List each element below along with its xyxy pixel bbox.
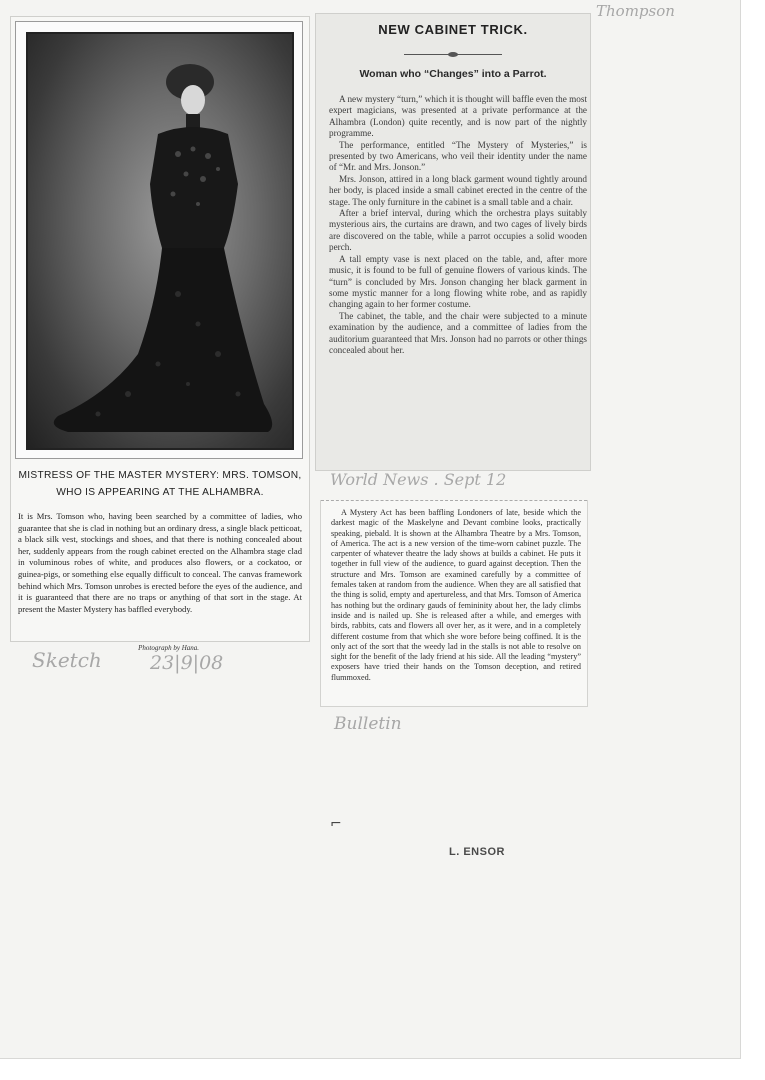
photo-frame (15, 21, 303, 459)
handwritten-source-bulletin: Bulletin (334, 714, 402, 734)
paragraph: The performance, entitled “The Mystery of Mysteries,” is presented by two Americans, who veil their identity under the name of “Mr. and Mrs. Jonson.” (329, 139, 587, 173)
paragraph: After a brief interval, during which the orchestra plays suitably mysterious airs, the curtains are drawn, and two cages of lively birds are discovered on the table, while a parrot occupies a solid wooden perch. (329, 208, 587, 253)
margin-mark: ⌐ (330, 816, 342, 832)
photo-credit: Photograph by Hana. (138, 644, 199, 652)
paragraph: Mrs. Jonson, attired in a long black garment wound tightly around her body, is placed inside a small cabinet erected in the centre of the stage. The only furniture in the cabinet is a small table and a chair. (329, 173, 587, 207)
article-subhead: Woman who “Changes” into a Parrot. (359, 68, 547, 80)
handwritten-source-sketch: Sketch (32, 648, 102, 672)
owner-stamp: L. ENSOR (449, 846, 505, 858)
handwritten-name: Thompson (596, 2, 675, 20)
caption-line-1: MISTRESS OF THE MASTER MYSTERY: MRS. TOMSON, (18, 470, 302, 481)
paragraph: A new mystery “turn,” which it is thought will baffle even the most expert magicians, was presented at a private performance at the Alhambra (London) quite recently, and is now part of the nightly programme. (329, 94, 587, 139)
cabinet-trick-clipping (315, 13, 591, 471)
left-article-body: It is Mrs. Tomson who, having been searched by a committee of ladies, who guarantee that she is clad in nothing but an ordinary dress, a single black petticoat, a black silk vest, stockings and shoes, and that there is nothing concealed about her, suddenly appears from the rough cabinet erected on the Alhambra stage clad in voluminous robes of white, and produces also flowers, or a cockatoo, or guinea-pigs, or something else equally difficult to conceal. The canvas framework behind which Mrs. Tomson unrobes is erected before the eyes of the audience, and it is guaranteed that there are no traps or anything of that sort in the stage. At present the Master Mystery has baffled everybody. (18, 511, 302, 614)
photo-caption (11, 467, 309, 501)
portrait-photo (26, 32, 294, 450)
cabinet-article-body (329, 94, 587, 356)
mystery-act-clipping (320, 500, 588, 707)
caption-line-2: WHO IS APPEARING AT THE ALHAMBRA. (56, 487, 264, 498)
paragraph: A tall empty vase is next placed on the table, and, after more music, it is found to be full of genuine flowers of various kinds. The “turn” is concluded by Mrs. Jonson changing her black garment in some mystic manner for a long flowing white robe, and as rapidly changing again to her former costume. (329, 253, 587, 310)
handwritten-date: 23|9|08 (150, 652, 224, 674)
paragraph: The cabinet, the table, and the chair were subjected to a minute examination by the audience, and a committee of ladies from the auditorium guaranteed that Mrs. Jonson had no parrots or other things concealed about her. (329, 310, 587, 355)
photo-clipping (10, 16, 310, 652)
mystery-article-body: A Mystery Act has been baffling Londoners of late, beside which the darkest magic of the Maskelyne and Devant combine looks, practically speaking, piebald. It is shown at the Alhambra Theatre by a Mrs. Tomson, of America. The act is a new version of the time-worn cabinet puzzle. The carpenter of whatever theatre the lady shows at builds a cabinet. He puts it together in full view of the audience, to guard against deception. Then the structure and Mrs. Tomson are examined carefully by a committee of females taken at random from the audience. When they are all satisfied that the thing is solid, empty and apertureless, and that Mrs. Tomson of America has nothing but the ordinary gauds of femininity about her, the lady climbs inside and is nailed up. She is released after a while, and emerges with birds, rabbits, cats and flowers all over her, as it were, and in a completely different costume from that which she wore before being coffined. It is the only act of the sort that the weedy lad in the stalls is not able to resolve on sight for the benefit of the lady friend at his side. All the leading “mystery” exposers have tried their hands on the Tomson deception, and retired flummoxed. (331, 508, 581, 682)
woman-figure-illustration (28, 34, 292, 448)
headline-rule (404, 54, 502, 55)
article-headline: NEW CABINET TRICK. (378, 22, 528, 37)
handwritten-source-world-news: World News . Sept 12 (330, 470, 507, 489)
